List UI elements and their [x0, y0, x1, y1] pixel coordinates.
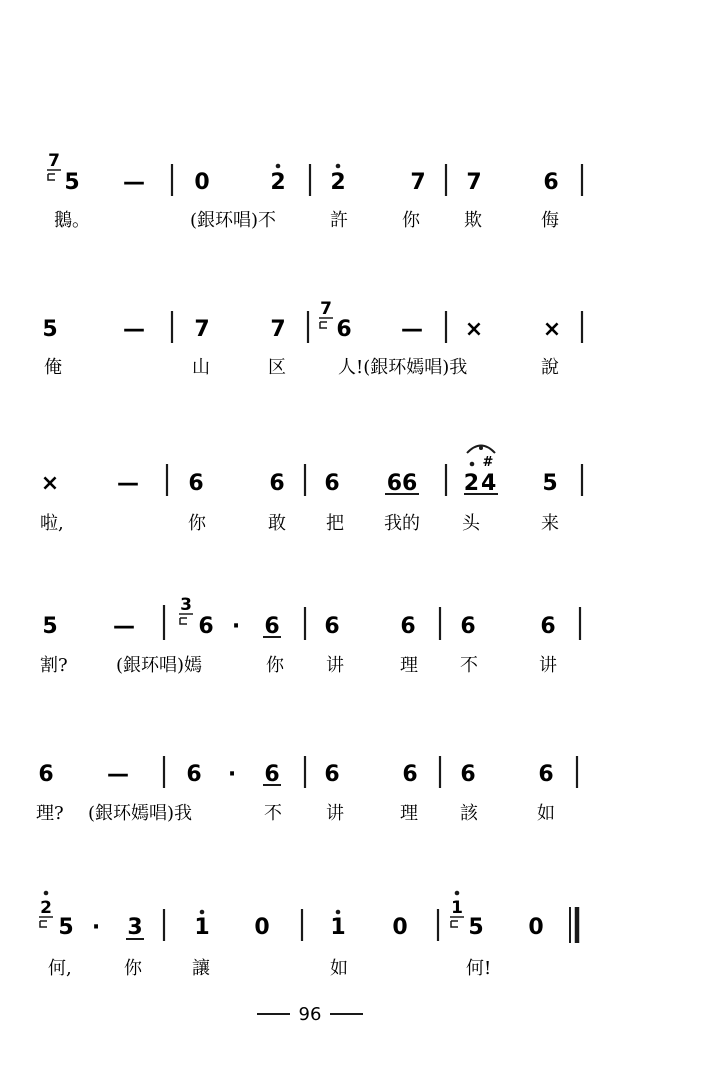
lyric: (銀环唱)不 [190, 210, 277, 231]
lyric: 俺 [44, 357, 62, 378]
note: 5 [58, 915, 74, 940]
note: 6 [543, 170, 559, 195]
lyric: 我的 [384, 513, 420, 534]
dot: · [91, 915, 101, 940]
note: 24 [463, 471, 499, 496]
note: 6 [460, 762, 476, 787]
grace-slur-mark [451, 921, 458, 927]
lyric: 敢 [268, 513, 286, 534]
row-3 [40, 446, 582, 535]
note: 6 [324, 471, 340, 496]
note: 0 [528, 915, 544, 940]
note: 0 [392, 915, 408, 940]
dash: — [123, 317, 145, 342]
dot: · [227, 762, 237, 787]
note: 6 [540, 614, 556, 639]
note: 6 [538, 762, 554, 787]
note: 6 [186, 762, 202, 787]
row-1 [47, 151, 582, 231]
grace-note: 7 [320, 299, 332, 319]
note: 7 [270, 317, 286, 342]
page-footer [257, 1004, 363, 1025]
note: 6 [402, 762, 418, 787]
lyric: 你 [266, 655, 284, 676]
note: 6 [188, 471, 204, 496]
lyric: 你 [124, 958, 142, 979]
lyric: 鵝。 [54, 210, 90, 231]
lyric: 啦, [40, 513, 64, 534]
grace-note: 2 [40, 898, 52, 918]
note: 5 [42, 317, 58, 342]
note: 1 [194, 915, 210, 940]
dash: — [117, 471, 139, 496]
note: 7 [194, 317, 210, 342]
note: 6 [269, 471, 285, 496]
note: 6 [198, 614, 214, 639]
note: 1 [330, 915, 346, 940]
row-2 [42, 299, 582, 378]
note: × [464, 317, 484, 342]
note: 5 [64, 170, 80, 195]
lyric: 人!(銀环嫣唱)我 [338, 357, 468, 378]
lyric: 讲 [326, 655, 344, 676]
lyric: 不 [264, 803, 282, 824]
row-4 [40, 595, 580, 676]
note: 5 [42, 614, 58, 639]
note: 6 [38, 762, 54, 787]
note: 5 [468, 915, 484, 940]
grace-slur-mark [48, 174, 55, 180]
octave-dot [200, 910, 205, 915]
page-number: 96 [298, 1004, 322, 1025]
note: 0 [194, 170, 210, 195]
grace-note: 7 [48, 151, 60, 171]
lyric: 讲 [326, 803, 344, 824]
lyric: 你 [402, 210, 420, 231]
octave-dot [336, 164, 341, 169]
note: 6 [264, 762, 280, 787]
lyric: 头 [462, 513, 480, 534]
note: 6 [324, 762, 340, 787]
grace-slur-mark [40, 921, 47, 927]
lyric: (銀环嫣唱)我 [88, 803, 193, 824]
octave-dot [455, 891, 460, 896]
lyric: 把 [326, 513, 344, 534]
note: 2 [270, 170, 286, 195]
lyric: 許 [330, 210, 348, 231]
note: 7 [466, 170, 482, 195]
row-6 [39, 891, 577, 979]
lyric: 理? [36, 803, 64, 824]
grace-slur-mark [320, 322, 327, 328]
lyric: 如 [330, 958, 348, 979]
grace-note: 1 [451, 898, 463, 918]
lyric: 理 [400, 655, 418, 676]
lyric: 讓 [192, 958, 210, 979]
dash: — [401, 317, 423, 342]
lyric: 割? [40, 655, 68, 676]
note: 6 [336, 317, 352, 342]
dash: — [113, 614, 135, 639]
lyric: 来 [541, 513, 559, 534]
sharp-sign: # [482, 455, 494, 470]
lyric: (銀环唱)嫣 [116, 655, 203, 676]
note: 7 [410, 170, 426, 195]
grace-slur-mark [180, 618, 187, 624]
lyric: 讲 [539, 655, 557, 676]
note: 6 [400, 614, 416, 639]
octave-dot [470, 462, 475, 467]
octave-dot [336, 910, 341, 915]
octave-dot [276, 164, 281, 169]
note: 6 [324, 614, 340, 639]
lyric: 該 [460, 803, 478, 824]
lyric: 区 [268, 357, 286, 378]
note: 0 [254, 915, 270, 940]
note: 2 [330, 170, 346, 195]
note: 66 [386, 471, 418, 496]
note: 6 [264, 614, 280, 639]
note: 3 [127, 915, 143, 940]
row-5 [36, 756, 577, 824]
dash: — [123, 170, 145, 195]
lyric: 欺 [464, 210, 482, 231]
note: × [40, 471, 60, 496]
dash: — [107, 762, 129, 787]
lyric: 說 [541, 357, 559, 378]
dot: · [231, 614, 241, 639]
lyric: 侮 [541, 210, 559, 231]
note: 6 [460, 614, 476, 639]
lyric: 你 [188, 513, 206, 534]
octave-dot [44, 891, 49, 896]
lyric: 何! [466, 958, 492, 979]
fermata-dot [479, 446, 483, 450]
note: 5 [542, 471, 558, 496]
lyric: 不 [460, 655, 478, 676]
grace-note: 3 [180, 595, 192, 615]
lyric: 理 [400, 803, 418, 824]
lyric: 何, [48, 958, 72, 979]
lyric: 如 [537, 803, 555, 824]
lyric: 山 [192, 357, 210, 378]
note: × [542, 317, 562, 342]
